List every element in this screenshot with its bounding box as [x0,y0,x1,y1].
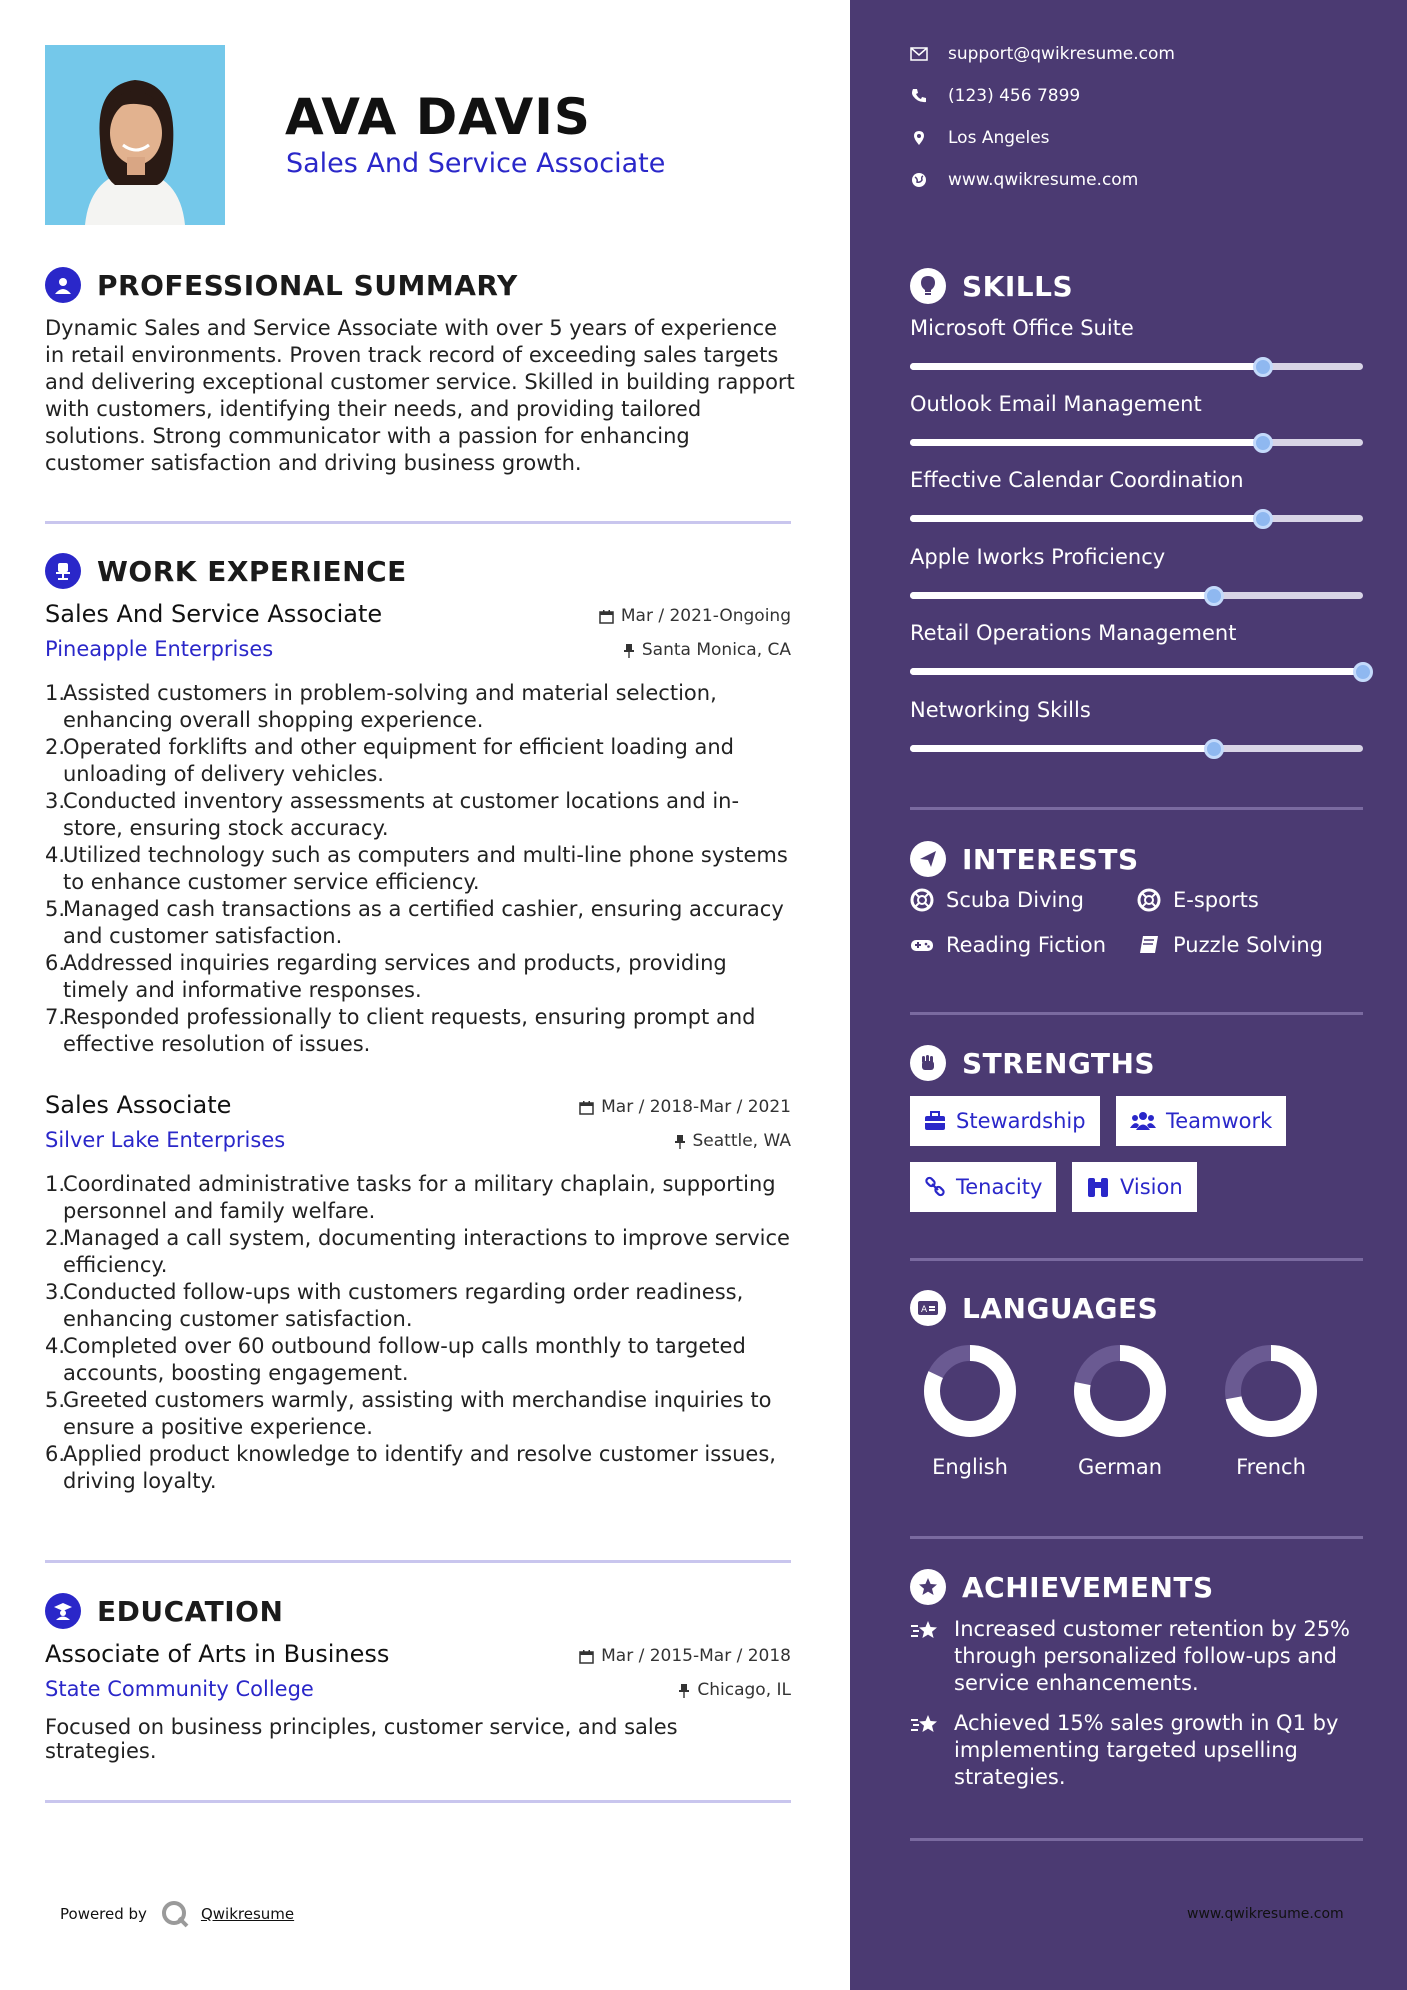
language-item [1060,1343,1180,1493]
list-item: 5. Greeted customers warmly, assisting with merchandise inquiries to ensure a positive experience. [45,1388,772,1439]
calendar-icon [579,1100,594,1115]
achievements-title: ACHIEVEMENTS [962,1570,1214,1604]
achievement-item [910,1710,1363,1791]
job-company: Pineapple Enterprises [45,637,274,661]
email-text: support@qwikresume.com [948,44,1175,64]
divider [45,1800,791,1803]
life-ring-icon [1137,888,1161,912]
strength-chip [1116,1096,1286,1146]
envelope-icon [910,47,928,61]
candidate-name: AVA DAVIS [285,88,591,146]
education-date [579,1646,791,1666]
svg-text:A: A [921,1305,928,1315]
briefcase-icon [924,1111,946,1131]
contact-website[interactable] [910,170,1138,190]
lightbulb-icon [910,268,946,304]
skill-name: Microsoft Office Suite [910,316,1134,340]
education-heading [45,1593,283,1629]
strength-chip [910,1096,1100,1146]
list-item: 3. Conducted follow-ups with customers regarding order readiness, enhancing customer satisfaction. [45,1280,744,1331]
list-item: 6. Applied product knowledge to identify and resolve customer issues, driving loyalty. [45,1442,776,1493]
summary-text: Dynamic Sales and Service Associate with over 5 years of experience in retail environments. Proven track record of exceeding sales targets and delivering exceptional customer service. Skilled in building rapport with customers, identifying their needs, and providing tailored solutions. Strong communicator with a passion for enhancing customer satisfaction and driving business growth. [45,316,795,475]
job-entry [45,1091,791,1511]
strength-label: Teamwork [1166,1109,1273,1133]
summary-title: PROFESSIONAL SUMMARY [97,268,518,302]
education-location [678,1680,791,1700]
candidate-role: Sales And Service Associate [286,148,666,179]
strengths-heading [910,1045,1155,1081]
skill-name: Apple Iworks Proficiency [910,545,1166,569]
achievement-text: Increased customer retention by 25% through personalized follow-ups and service enhancements. [954,1617,1351,1695]
job-date [579,1097,791,1117]
user-icon [45,267,81,303]
slider-handle[interactable] [1353,662,1373,682]
languages-heading [910,1290,1158,1326]
language-label: French [1236,1455,1306,1479]
interests-title: INTERESTS [962,842,1139,876]
job-location [674,1131,792,1151]
job-responsibilities [45,1171,791,1495]
interest-item [1137,888,1259,912]
school: State Community College [45,1677,314,1701]
divider [910,1838,1363,1841]
strength-chip [910,1162,1056,1212]
skill-item [910,316,1363,376]
qwikresume-link[interactable]: Qwikresume [200,1905,295,1923]
pin-icon [623,643,635,658]
skill-item [910,392,1363,452]
language-ring [1211,1343,1331,1443]
location-text: Los Angeles [948,128,1050,148]
paper-plane-icon [910,841,946,877]
users-icon [1130,1111,1156,1131]
achievements-heading [910,1569,1214,1605]
list-item: 1. Coordinated administrative tasks for a military chaplain, supporting personnel and family welfare. [45,1172,776,1223]
education-entry [45,1640,791,1763]
skill-item [910,698,1363,758]
divider [910,1258,1363,1261]
skill-slider[interactable] [910,668,1363,675]
experience-heading [45,553,407,589]
list-item: 1. Assisted customers in problem-solving and material selection, enhancing overall shopping experience. [45,681,717,732]
education-date-text: Mar / 2015-Mar / 2018 [601,1646,791,1666]
shooting-star-icon [910,1712,942,1738]
star-badge-icon [910,1569,946,1605]
divider [910,1536,1363,1539]
skill-item [910,621,1363,681]
skill-item [910,545,1363,605]
interest-label: E-sports [1173,888,1259,912]
achievement-text: Achieved 15% sales growth in Q1 by implementing targeted upselling strategies. [954,1711,1339,1789]
phone-icon [910,88,928,104]
skill-slider[interactable] [910,592,1363,599]
slider-handle[interactable] [1253,357,1273,377]
profile-photo [45,45,225,225]
pin-icon [678,1683,690,1698]
job-location-text: Santa Monica, CA [641,640,791,660]
experience-title: WORK EXPERIENCE [97,554,407,588]
job-title: Sales Associate [45,1091,232,1119]
job-location-text: Seattle, WA [692,1131,791,1151]
language-item [1211,1343,1331,1493]
list-item: 4. Completed over 60 outbound follow-up calls monthly to targeted accounts, boosting engagement. [45,1334,746,1385]
interest-label: Puzzle Solving [1173,933,1323,957]
skills-heading [910,268,1073,304]
language-item [910,1343,1030,1493]
interests-heading [910,841,1139,877]
interest-item [1137,933,1323,957]
job-responsibilities [45,680,791,1058]
language-label: German [1077,1455,1163,1479]
strength-label: Stewardship [956,1109,1086,1133]
slider-handle[interactable] [1204,586,1224,606]
list-item: 5. Managed cash transactions as a certified cashier, ensuring accuracy and customer satisfaction. [45,897,784,948]
skill-name: Effective Calendar Coordination [910,468,1244,492]
job-entry [45,600,791,1060]
language-ring [910,1343,1030,1443]
life-ring-icon [910,888,934,912]
languages-title: LANGUAGES [962,1291,1159,1325]
interest-label: Reading Fiction [946,933,1107,957]
shooting-star-icon [910,1618,942,1644]
slider-handle[interactable] [1253,509,1273,529]
education-location-text: Chicago, IL [697,1680,791,1700]
skill-slider[interactable] [910,745,1363,752]
footer-url[interactable]: www.qwikresume.com [1187,1906,1344,1922]
list-item: 2. Managed a call system, documenting interactions to improve service efficiency. [45,1226,790,1277]
link-icon [924,1176,946,1198]
divider [910,1012,1363,1015]
map-marker-icon [910,130,928,146]
office-chair-icon [45,553,81,589]
book-icon [1137,933,1161,957]
education-description: Focused on business principles, customer service, and sales strategies. [45,1715,678,1763]
strength-chip [1072,1162,1197,1212]
binoculars-icon [1086,1176,1110,1198]
contact-email[interactable] [910,44,1175,64]
skill-slider[interactable] [910,439,1363,446]
divider [910,807,1363,810]
education-title: EDUCATION [97,1594,284,1628]
fist-icon [910,1045,946,1081]
language-label: English [932,1455,1008,1479]
list-item: 4. Utilized technology such as computers and multi-line phone systems to enhance customer service efficiency. [45,843,788,894]
language-ring [1060,1343,1180,1443]
strength-label: Vision [1120,1175,1183,1199]
job-date [599,606,791,626]
gamepad-icon [910,933,934,957]
job-date-text: Mar / 2021-Ongoing [620,606,791,626]
powered-by [60,1900,294,1928]
list-item: 6. Addressed inquiries regarding services and products, providing timely and informative responses. [45,951,727,1002]
skill-item [910,468,1363,528]
list-item: 7. Responded professionally to client requests, ensuring prompt and effective resolution of issues. [45,1005,756,1056]
job-title: Sales And Service Associate [45,600,383,628]
language-icon [910,1290,946,1326]
skill-name: Outlook Email Management [910,392,1202,416]
list-item: 3. Conducted inventory assessments at customer locations and in-store, ensuring stock accuracy. [45,789,740,840]
job-date-text: Mar / 2018-Mar / 2021 [601,1097,791,1117]
slider-handle[interactable] [1253,433,1273,453]
skills-title: SKILLS [962,269,1074,303]
strength-label: Tenacity [956,1175,1043,1199]
contact-phone[interactable] [910,86,1080,106]
website-text: www.qwikresume.com [948,170,1139,190]
skill-slider[interactable] [910,515,1363,522]
skill-name: Retail Operations Management [910,621,1237,645]
interest-label: Scuba Diving [946,888,1084,912]
powered-by-label: Powered by [60,1905,147,1923]
strengths-title: STRENGTHS [962,1046,1156,1080]
pin-icon [674,1134,686,1149]
graduate-icon [45,1593,81,1629]
phone-text: (123) 456 7899 [948,86,1081,106]
interest-item [910,888,1084,912]
skill-slider[interactable] [910,363,1363,370]
summary-heading [45,267,518,303]
skill-name: Networking Skills [910,698,1091,722]
degree: Associate of Arts in Business [45,1640,390,1668]
list-item: 2. Operated forklifts and other equipment for efficient loading and unloading of delivery vehicles. [45,735,734,786]
calendar-icon [579,1649,594,1664]
divider [45,1560,791,1563]
globe-icon [910,172,928,188]
slider-handle[interactable] [1204,739,1224,759]
achievement-item [910,1616,1363,1697]
divider [45,521,791,524]
job-location [623,640,791,660]
qwikresume-logo-icon [161,1900,189,1928]
calendar-icon [599,609,614,624]
interest-item [910,933,1106,957]
contact-location [910,128,1050,148]
job-company: Silver Lake Enterprises [45,1128,286,1152]
